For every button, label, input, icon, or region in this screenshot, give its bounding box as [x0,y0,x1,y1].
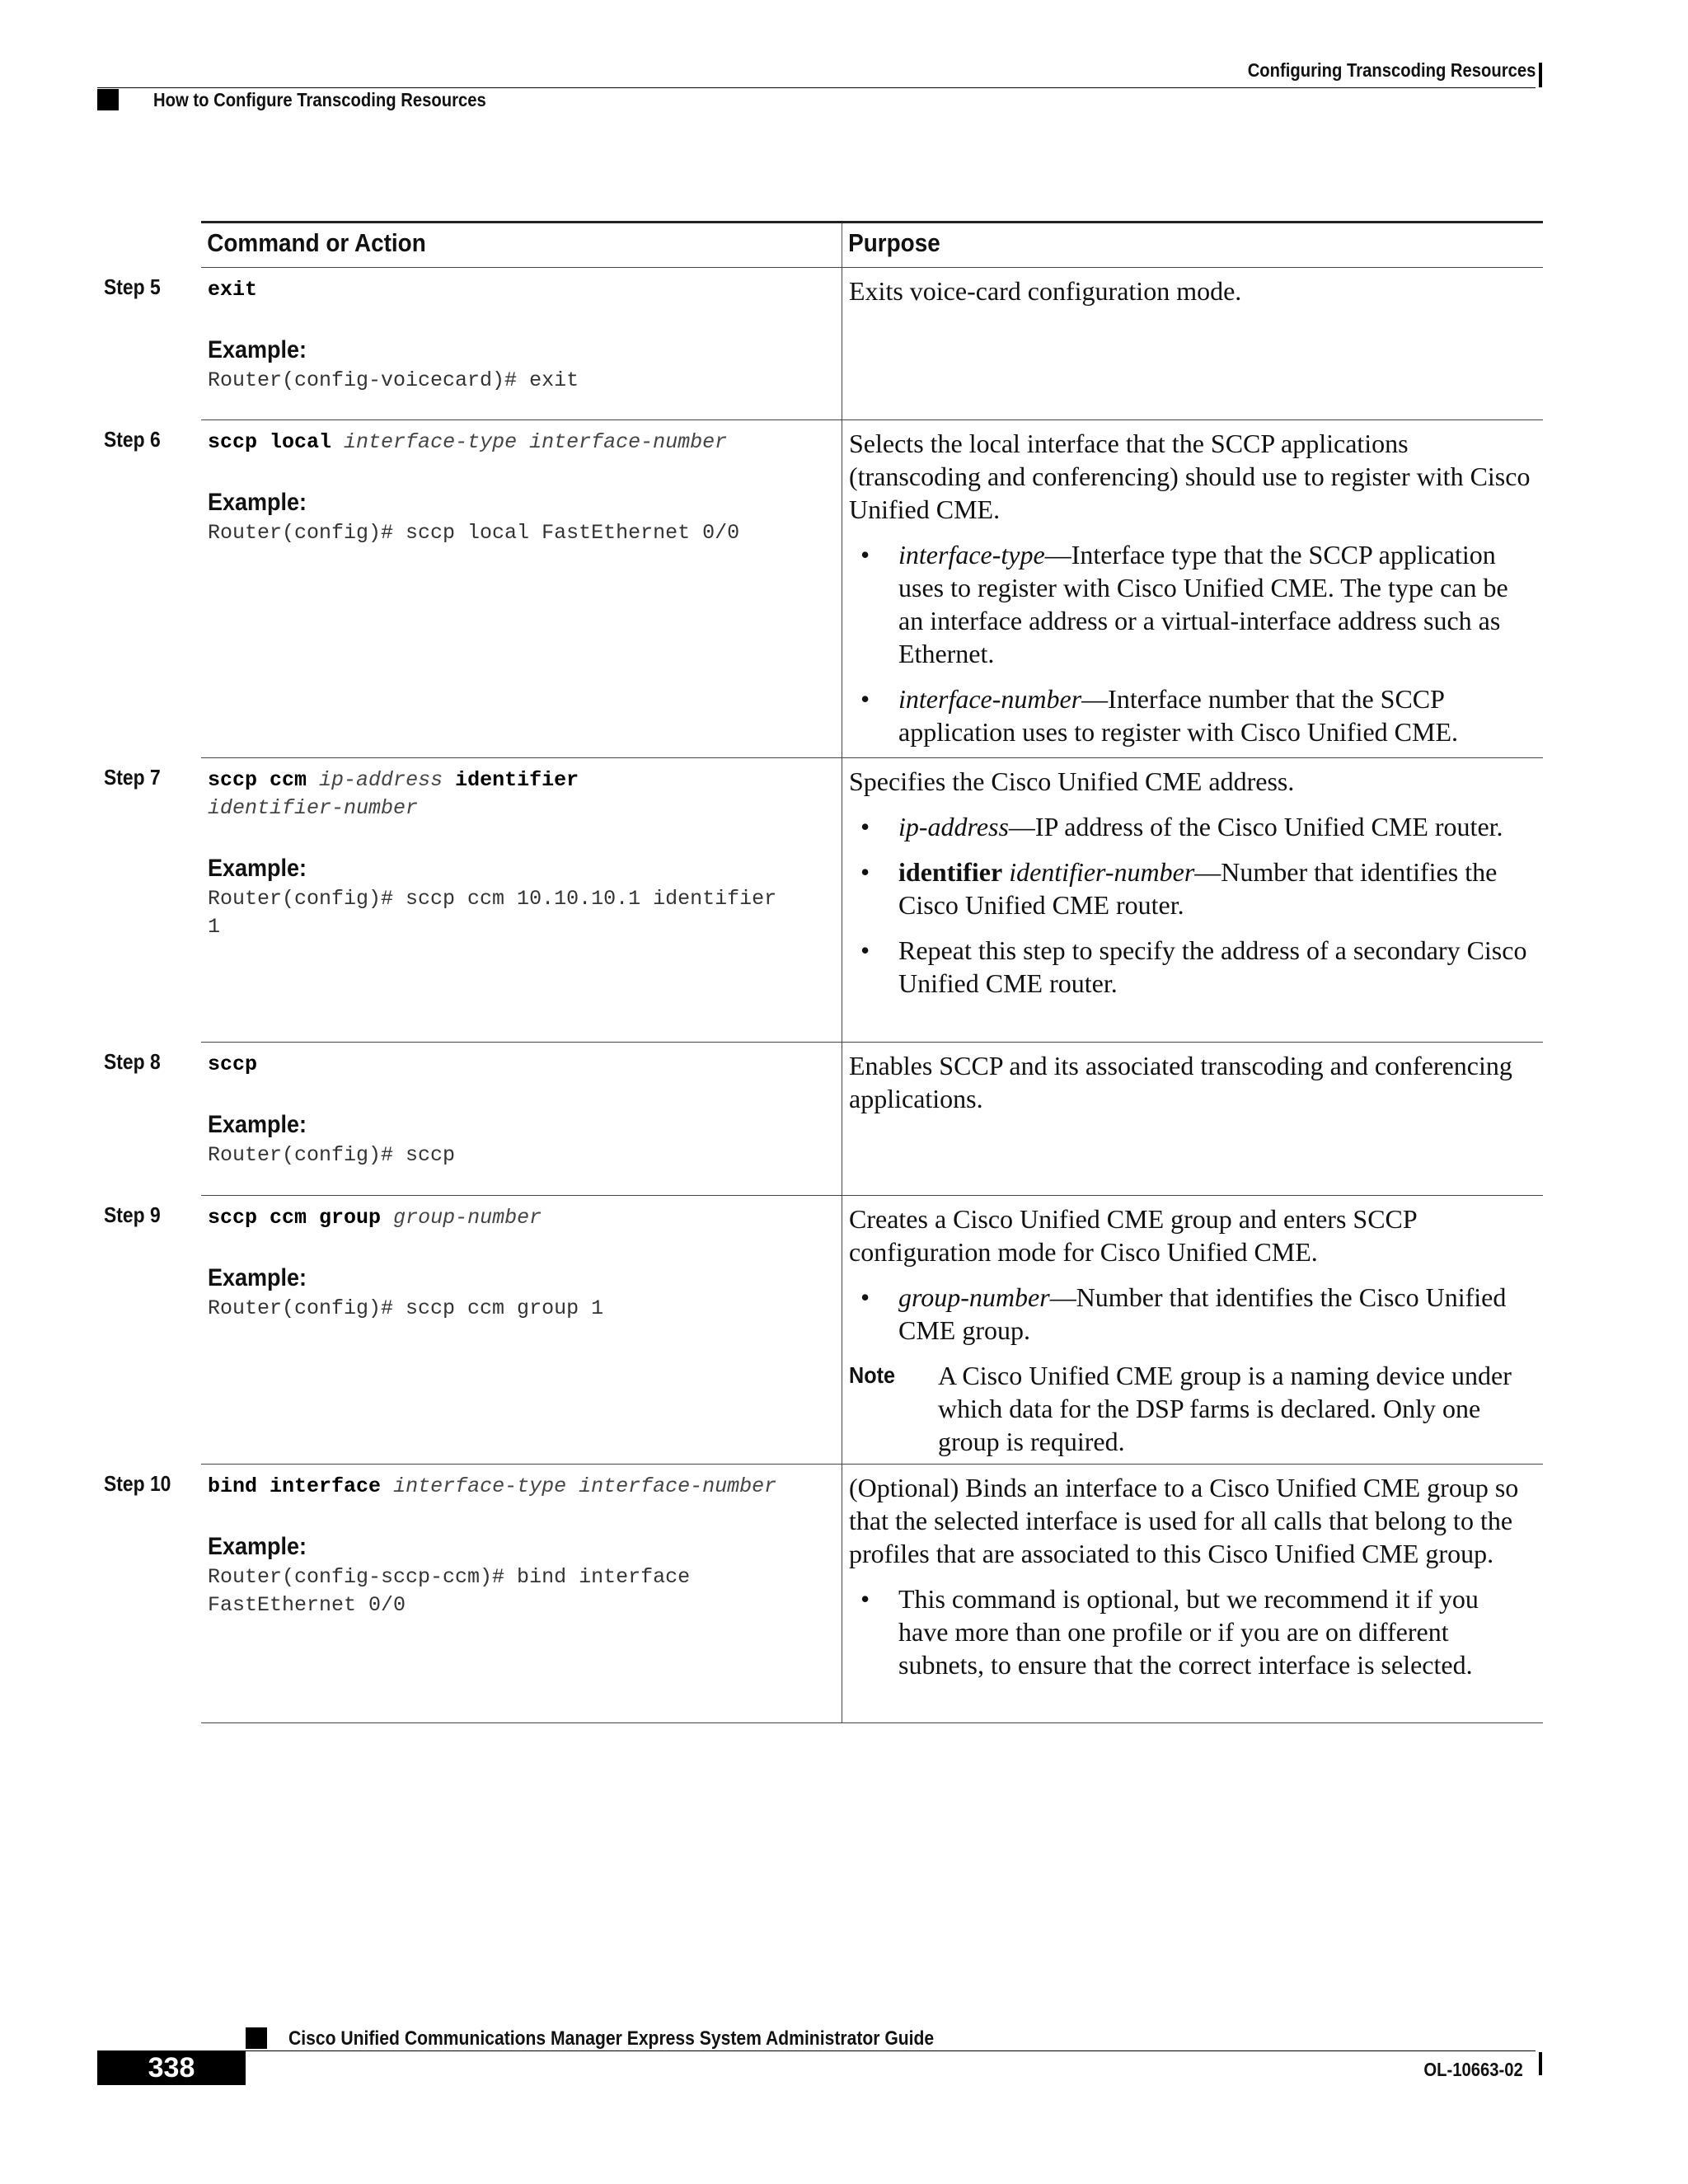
guide-title: Cisco Unified Communications Manager Express System Administrator Guide [288,2027,935,2050]
purpose-text: Selects the local interface that the SCCP applications (transcoding and conferencing) should use to register with Cisco Unified CME. [849,429,1531,524]
chapter-title: Configuring Transcoding Resources [1247,59,1536,81]
header-marker [97,89,119,110]
footer-bar [1539,2052,1542,2075]
command-cell [201,758,842,1042]
command-syntax: sccp ccm group group-number [208,1206,542,1230]
header-rule [97,87,1536,88]
list-item: • identifier identifier-number—Number that identifies the Cisco Unified CME router. [860,857,1498,920]
step-label: Step 5 [104,274,161,299]
step-label: Step 10 [104,1471,171,1496]
header-bar [1539,63,1542,87]
table-row-step-6 [104,420,1543,758]
purpose-cell [842,1196,1543,1464]
command-syntax: sccp ccm ip-address identifier identifier-number [208,768,579,820]
page-number: 338 [97,2050,246,2085]
purpose-cell [842,1465,1543,1722]
list-item: • Repeat this step to specify the address of a secondary Cisco Unified CME router. [860,935,1527,998]
purpose-cell [842,268,1543,419]
command-syntax: exit [208,278,258,302]
purpose-text: Enables SCCP and its associated transcoding and conferencing applications. [849,1051,1512,1113]
purpose-text: (Optional) Binds an interface to a Cisco Unified CME group so that the selected interface is used for all calls that belong to the profiles that are associated to this Cisco Unified CME group. [849,1473,1519,1568]
purpose-cell [842,420,1543,757]
example-code: Router(config)# sccp local FastEthernet 0/0 [208,521,740,545]
table-row-step-9 [104,1196,1543,1465]
list-item: • ip-address—IP address of the Cisco Unified CME router. [860,812,1503,841]
command-syntax: sccp [208,1052,258,1076]
step-label: Step 8 [104,1049,161,1074]
note-text: A Cisco Unified CME group is a naming device under which data for the DSP farms is declared. Only one group is required. [938,1361,1512,1456]
example-code: Router(config-voicecard)# exit [208,368,579,392]
example-label: Example: [208,489,307,516]
example-label: Example: [208,855,307,882]
steps-table [104,221,1543,1723]
step-label: Step 9 [104,1202,161,1227]
table-row-step-7 [104,758,1543,1043]
list-item: • interface-type—Interface type that the SCCP application uses to register with Cisco Unified CME. The type can be an interface address or a virtual-interface address such as Ethernet. [860,540,1508,668]
note-label: Note [849,1362,896,1388]
purpose-text: Exits voice-card configuration mode. [849,276,1242,306]
example-label: Example: [208,1264,307,1291]
example-code: Router(config)# sccp [208,1143,456,1167]
footer-rule [246,2050,1536,2051]
command-syntax: bind interface interface-type interface-number [208,1474,777,1498]
command-syntax: sccp local interface-type interface-number [208,430,728,454]
note-box [849,1359,1533,1458]
table-row-step-5 [104,268,1543,420]
example-label: Example: [208,1533,307,1560]
purpose-text: Creates a Cisco Unified CME group and enters SCCP configuration mode for Cisco Unified CME. [849,1204,1417,1267]
purpose-cell [842,758,1543,1042]
document-number: OL-10663-02 [1423,2059,1523,2080]
step-label: Step 6 [104,427,161,452]
command-cell [201,1043,842,1195]
example-label: Example: [208,336,307,363]
command-cell [201,1465,842,1722]
command-cell [201,268,842,419]
list-item: • This command is optional, but we recommend it if you have more than one profile or if you are on different subnets, to ensure that the correct interface is selected. [860,1584,1479,1680]
section-title: How to Configure Transcoding Resources [153,89,486,110]
purpose-text: Specifies the Cisco Unified CME address. [849,766,1295,796]
command-cell [201,420,842,757]
step-label: Step 7 [104,765,161,790]
command-cell [201,1196,842,1464]
column-header-command: Command or Action [207,228,426,257]
list-item: • interface-number—Interface number that the SCCP application uses to register with Cisco Unified CME. [860,684,1458,747]
example-label: Example: [208,1111,307,1138]
list-item: • group-number—Number that identifies the Cisco Unified CME group. [860,1282,1507,1345]
table-row-step-10 [104,1465,1543,1723]
purpose-cell [842,1043,1543,1195]
table-header [201,223,1543,268]
example-code: Router(config-sccp-ccm)# bind interface FastEthernet 0/0 [208,1565,691,1617]
footer-marker [246,2027,267,2049]
example-code: Router(config)# sccp ccm group 1 [208,1296,604,1320]
column-header-purpose: Purpose [842,223,1473,267]
example-code: Router(config)# sccp ccm 10.10.10.1 identifier 1 [208,887,777,939]
table-row-step-8 [104,1043,1543,1196]
